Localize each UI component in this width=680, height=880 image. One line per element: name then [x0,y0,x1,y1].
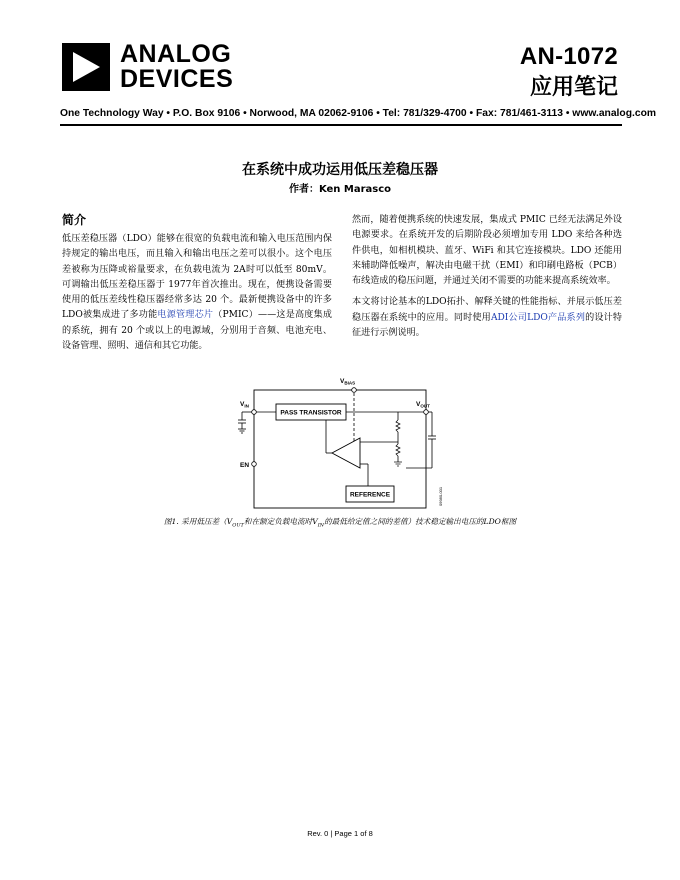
vbias-pin [352,388,357,393]
error-amplifier [332,438,360,468]
right-column [352,213,622,347]
vout-label: $V_{OUT}$ [416,401,430,409]
en-pin [252,462,257,467]
document-id [520,42,618,104]
pass-transistor-label: PASS TRANSISTOR [280,409,342,417]
figure-id: 09980-001 [438,486,443,506]
en-label: EN [240,462,250,469]
vout-pin [424,410,429,415]
analog-devices-logo [62,42,233,92]
logo-line-1: ANALOG [120,40,232,68]
vbias-label: $V_{BIAS}$ [340,378,356,386]
paragraph-2: 然而，随着便携系统的快速发展，集成式 PMIC 已经无法满足外设电源要求。在系统开发的后期阶段必须增加专用 LDO 来给各种选件供电，如相机模块、蓝牙、WiFi 和其它连接模块。LDO 还能用来辅助降低噪声，解决由电磁干扰（EMI）和印刷电路板（PCB）布线造成的稳压问题，并通过关闭不需要的功能来提高系统效率。 [352,215,622,287]
intro-paragraph [62,232,332,354]
logo-triangle-icon [62,43,110,91]
article-author: 作者：Ken Marasco [288,184,392,195]
logo-line-2: DEVICES [120,65,234,93]
doc-number: AN-1072 [519,43,618,70]
vin-pin [252,410,257,415]
intro-text-1: 低压差稳压器（LDO）能够在很宽的负载电流和输入电压范围内保持规定的输出电压，而且输入和输出电压之差可以很小。这个电压差被称为压降或裕量要求，在负载电流为 2A时可以低至 80mV。可调输出低压差稳压器于 1977年首次推出。现在，便携设备需要使用的低压差线性稳压器经常多达 20 个。最新便携设备中的许多LDO被集成进了多功能 [62,234,332,321]
header-divider [60,124,622,126]
doc-type: 应用笔记 [529,75,618,100]
article-title: 在系统中成功运用低压差稳压器 [242,162,438,178]
pmic-link[interactable]: 电源管理芯片 [157,310,214,321]
ldo-diagram-svg [236,372,446,512]
left-column [62,212,332,360]
ldo-products-link[interactable]: ADI公司LDO产品系列 [490,312,586,323]
vin-label: $V_{IN}$ [240,401,249,409]
intro-heading: 简介 [62,213,87,227]
ldo-block-diagram [236,372,446,516]
paragraph-3-text-1: 本文将讨论基本的LDO拓扑、解释关键的性能指标、并展示低压差稳压器在系统中的应用。同时使用 [352,297,622,323]
paragraph-3-text-2: 的设计特征进行示例说明。 [352,312,622,339]
resistor-top [396,420,400,432]
page-footer: Rev. 0 | Page 1 of 8 [307,829,373,838]
company-address: One Technology Way • P.O. Box 9106 • Norwood, MA 02062-9106 • Tel: 781/329-4700 • Fax: 781/461-3113 • www.analog.com [60,108,657,119]
intro-text-2: （PMIC）——这是高度集成的系统，拥有 20 个或以上的电源域，分别用于音频、电池充电、设备管理、照明、通信和其它功能。 [62,310,332,352]
reference-label: REFERENCE [349,491,391,499]
figure-caption: 图1. 采用低压差（$V_{OUT}$和在额定负载电流时$V_{IN}$的最低给定值之间的差值）技术稳定输出电压的LDO框图 [163,517,517,529]
paragraph-3 [352,295,622,341]
resistor-bottom [396,444,400,456]
